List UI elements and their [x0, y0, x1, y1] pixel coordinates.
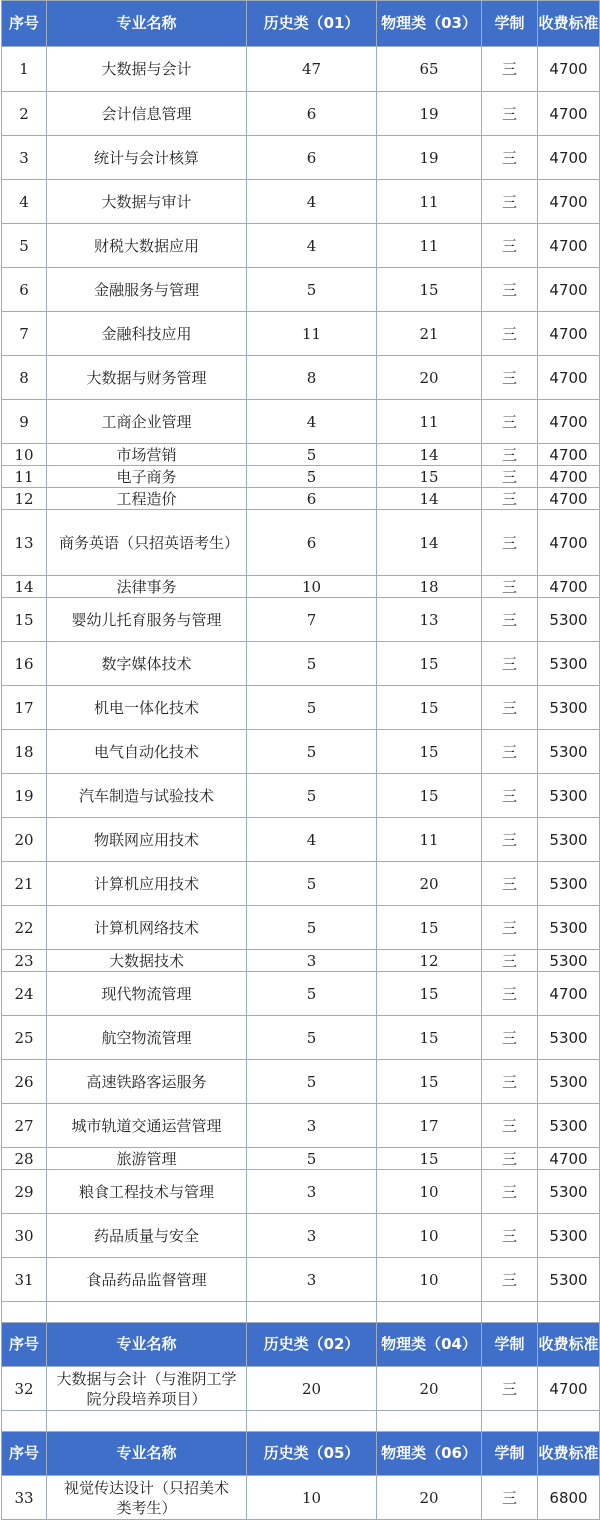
- physics-count: 11: [377, 224, 482, 268]
- duration: 三: [482, 576, 538, 598]
- duration: 三: [482, 972, 538, 1016]
- major-name: 大数据与审计: [47, 180, 247, 224]
- major-name: 统计与会计核算: [47, 136, 247, 180]
- duration: 三: [482, 906, 538, 950]
- table-row: [2, 642, 600, 686]
- history-count: 5: [247, 444, 377, 466]
- physics-count: 15: [377, 1016, 482, 1060]
- table-header: [2, 1323, 600, 1367]
- row-index: 32: [2, 1367, 47, 1411]
- table-row: [2, 1476, 600, 1520]
- major-name: 大数据技术: [47, 950, 247, 972]
- major-name: 机电一体化技术: [47, 686, 247, 730]
- duration: 三: [482, 47, 538, 92]
- history-count: 4: [247, 180, 377, 224]
- major-name: 大数据与财务管理: [47, 356, 247, 400]
- duration: 三: [482, 1258, 538, 1302]
- fee: 4700: [538, 510, 600, 576]
- major-name: 电气自动化技术: [47, 730, 247, 774]
- history-count: 6: [247, 136, 377, 180]
- major-name: 高速铁路客运服务: [47, 1060, 247, 1104]
- history-count: 20: [247, 1367, 377, 1411]
- row-index: 16: [2, 642, 47, 686]
- physics-count: 15: [377, 1148, 482, 1170]
- fee: 5300: [538, 818, 600, 862]
- major-name: 数字媒体技术: [47, 642, 247, 686]
- duration: 三: [482, 642, 538, 686]
- fee: 4700: [538, 224, 600, 268]
- history-count: 5: [247, 972, 377, 1016]
- history-count: 5: [247, 686, 377, 730]
- fee: 5300: [538, 1104, 600, 1148]
- fee: 5300: [538, 686, 600, 730]
- major-name: 金融服务与管理: [47, 268, 247, 312]
- history-count: 3: [247, 950, 377, 972]
- row-index: 15: [2, 598, 47, 642]
- physics-count: 11: [377, 818, 482, 862]
- duration: 三: [482, 488, 538, 510]
- table-row: [2, 1258, 600, 1302]
- row-index: 33: [2, 1476, 47, 1520]
- history-count: 5: [247, 906, 377, 950]
- row-index: 17: [2, 686, 47, 730]
- major-name: 粮食工程技术与管理: [47, 1170, 247, 1214]
- history-count: 5: [247, 1148, 377, 1170]
- duration: 三: [482, 598, 538, 642]
- physics-count: 15: [377, 686, 482, 730]
- history-count: 5: [247, 774, 377, 818]
- duration: 三: [482, 686, 538, 730]
- major-name: 食品药品监督管理: [47, 1258, 247, 1302]
- history-count: 10: [247, 576, 377, 598]
- physics-count: 20: [377, 1367, 482, 1411]
- physics-count: 20: [377, 862, 482, 906]
- table-row: [2, 862, 600, 906]
- header-history: 历史类（02）: [247, 1323, 377, 1367]
- physics-count: 15: [377, 642, 482, 686]
- header-duration: 学制: [482, 1323, 538, 1367]
- header-major-name: 专业名称: [47, 1, 247, 47]
- fee: 4700: [538, 268, 600, 312]
- history-count: 5: [247, 1016, 377, 1060]
- duration: 三: [482, 1170, 538, 1214]
- table-row: [2, 1104, 600, 1148]
- duration: 三: [482, 818, 538, 862]
- physics-count: 20: [377, 1476, 482, 1520]
- physics-count: 65: [377, 47, 482, 92]
- physics-count: 15: [377, 906, 482, 950]
- fee: 5300: [538, 1060, 600, 1104]
- physics-count: 14: [377, 444, 482, 466]
- history-count: 7: [247, 598, 377, 642]
- history-count: 3: [247, 1170, 377, 1214]
- history-count: 5: [247, 1060, 377, 1104]
- table-row: [2, 224, 600, 268]
- row-index: 28: [2, 1148, 47, 1170]
- history-count: 3: [247, 1104, 377, 1148]
- duration: 三: [482, 1476, 538, 1520]
- table-row: [2, 400, 600, 444]
- fee: 5300: [538, 1170, 600, 1214]
- table-row: [2, 774, 600, 818]
- physics-count: 21: [377, 312, 482, 356]
- header-fee: 收费标准: [538, 1323, 600, 1367]
- major-name: 财税大数据应用: [47, 224, 247, 268]
- fee: 5300: [538, 774, 600, 818]
- major-name: 婴幼儿托育服务与管理: [47, 598, 247, 642]
- table-row: [2, 1170, 600, 1214]
- table-row: [2, 730, 600, 774]
- row-index: 18: [2, 730, 47, 774]
- header-index: 序号: [2, 1432, 47, 1476]
- major-name: 市场营销: [47, 444, 247, 466]
- table-row: [2, 136, 600, 180]
- major-name: 物联网应用技术: [47, 818, 247, 862]
- history-count: 3: [247, 1214, 377, 1258]
- history-count: 6: [247, 510, 377, 576]
- row-index: 26: [2, 1060, 47, 1104]
- fee: 4700: [538, 488, 600, 510]
- table-row: [2, 598, 600, 642]
- history-count: 6: [247, 488, 377, 510]
- major-name: 电子商务: [47, 466, 247, 488]
- physics-count: 10: [377, 1258, 482, 1302]
- table-row: [2, 47, 600, 92]
- fee: 5300: [538, 1214, 600, 1258]
- major-name: 大数据与会计: [47, 47, 247, 92]
- major-name: 工程造价: [47, 488, 247, 510]
- physics-count: 10: [377, 1170, 482, 1214]
- duration: 三: [482, 466, 538, 488]
- fee: 4700: [538, 1367, 600, 1411]
- row-index: 25: [2, 1016, 47, 1060]
- header-physics: 物理类（03）: [377, 1, 482, 47]
- header-fee: 收费标准: [538, 1432, 600, 1476]
- major-name: 大数据与会计（与淮阴工学院分段培养项目）: [47, 1367, 247, 1411]
- table-row: [2, 576, 600, 598]
- table-row: [2, 972, 600, 1016]
- major-name: 会计信息管理: [47, 92, 247, 136]
- row-index: 22: [2, 906, 47, 950]
- major-name: 金融科技应用: [47, 312, 247, 356]
- duration: 三: [482, 136, 538, 180]
- fee: 5300: [538, 1258, 600, 1302]
- physics-count: 15: [377, 972, 482, 1016]
- major-name: 汽车制造与试验技术: [47, 774, 247, 818]
- row-index: 1: [2, 47, 47, 92]
- duration: 三: [482, 444, 538, 466]
- table-row: [2, 312, 600, 356]
- duration: 三: [482, 730, 538, 774]
- spacer-row: [2, 1302, 600, 1323]
- duration: 三: [482, 92, 538, 136]
- duration: 三: [482, 1016, 538, 1060]
- header-major-name: 专业名称: [47, 1323, 247, 1367]
- row-index: 27: [2, 1104, 47, 1148]
- row-index: 30: [2, 1214, 47, 1258]
- major-name: 计算机应用技术: [47, 862, 247, 906]
- history-count: 5: [247, 730, 377, 774]
- duration: 三: [482, 268, 538, 312]
- history-count: 3: [247, 1258, 377, 1302]
- row-index: 11: [2, 466, 47, 488]
- fee: 4700: [538, 47, 600, 92]
- table-header: [2, 1432, 600, 1476]
- physics-count: 17: [377, 1104, 482, 1148]
- row-index: 8: [2, 356, 47, 400]
- fee: 5300: [538, 642, 600, 686]
- history-count: 5: [247, 862, 377, 906]
- duration: 三: [482, 1214, 538, 1258]
- row-index: 24: [2, 972, 47, 1016]
- fee: 4700: [538, 400, 600, 444]
- major-name: 旅游管理: [47, 1148, 247, 1170]
- fee: 5300: [538, 730, 600, 774]
- row-index: 13: [2, 510, 47, 576]
- fee: 4700: [538, 466, 600, 488]
- row-index: 9: [2, 400, 47, 444]
- row-index: 29: [2, 1170, 47, 1214]
- duration: 三: [482, 1148, 538, 1170]
- major-name: 航空物流管理: [47, 1016, 247, 1060]
- physics-count: 11: [377, 400, 482, 444]
- row-index: 4: [2, 180, 47, 224]
- row-index: 2: [2, 92, 47, 136]
- fee: 4700: [538, 356, 600, 400]
- table-row: [2, 444, 600, 466]
- fee: 4700: [538, 92, 600, 136]
- fee: 4700: [538, 972, 600, 1016]
- history-count: 47: [247, 47, 377, 92]
- duration: 三: [482, 774, 538, 818]
- physics-count: 20: [377, 356, 482, 400]
- enrollment-plan-table: [1, 0, 600, 1520]
- spacer-row: [2, 1411, 600, 1432]
- history-count: 4: [247, 818, 377, 862]
- fee: 4700: [538, 136, 600, 180]
- physics-count: 15: [377, 466, 482, 488]
- major-name: 现代物流管理: [47, 972, 247, 1016]
- duration: 三: [482, 510, 538, 576]
- table-row: [2, 180, 600, 224]
- duration: 三: [482, 356, 538, 400]
- physics-count: 12: [377, 950, 482, 972]
- table-row: [2, 510, 600, 576]
- duration: 三: [482, 224, 538, 268]
- major-name: 法律事务: [47, 576, 247, 598]
- table-row: [2, 466, 600, 488]
- physics-count: 11: [377, 180, 482, 224]
- header-index: 序号: [2, 1323, 47, 1367]
- duration: 三: [482, 312, 538, 356]
- table-header: [2, 1, 600, 47]
- duration: 三: [482, 1104, 538, 1148]
- history-count: 10: [247, 1476, 377, 1520]
- history-count: 5: [247, 642, 377, 686]
- physics-count: 14: [377, 510, 482, 576]
- table-row: [2, 1148, 600, 1170]
- row-index: 10: [2, 444, 47, 466]
- major-name: 工商企业管理: [47, 400, 247, 444]
- fee: 5300: [538, 598, 600, 642]
- table-row: [2, 950, 600, 972]
- major-name: 计算机网络技术: [47, 906, 247, 950]
- physics-count: 14: [377, 488, 482, 510]
- table-row: [2, 92, 600, 136]
- fee: 5300: [538, 862, 600, 906]
- fee: 4700: [538, 1148, 600, 1170]
- history-count: 5: [247, 466, 377, 488]
- history-count: 5: [247, 268, 377, 312]
- history-count: 4: [247, 224, 377, 268]
- physics-count: 15: [377, 730, 482, 774]
- duration: 三: [482, 950, 538, 972]
- row-index: 6: [2, 268, 47, 312]
- row-index: 21: [2, 862, 47, 906]
- header-physics: 物理类（04）: [377, 1323, 482, 1367]
- fee: 4700: [538, 576, 600, 598]
- physics-count: 13: [377, 598, 482, 642]
- header-duration: 学制: [482, 1, 538, 47]
- row-index: 23: [2, 950, 47, 972]
- table-row: [2, 818, 600, 862]
- table-row: [2, 356, 600, 400]
- duration: 三: [482, 1060, 538, 1104]
- duration: 三: [482, 1367, 538, 1411]
- table-row: [2, 488, 600, 510]
- fee: 5300: [538, 950, 600, 972]
- fee: 5300: [538, 906, 600, 950]
- duration: 三: [482, 862, 538, 906]
- major-name: 视觉传达设计（只招美术类考生）: [47, 1476, 247, 1520]
- table-row: [2, 686, 600, 730]
- physics-count: 10: [377, 1214, 482, 1258]
- row-index: 12: [2, 488, 47, 510]
- major-name: 药品质量与安全: [47, 1214, 247, 1258]
- row-index: 14: [2, 576, 47, 598]
- table-row: [2, 268, 600, 312]
- major-name: 城市轨道交通运营管理: [47, 1104, 247, 1148]
- history-count: 4: [247, 400, 377, 444]
- header-major-name: 专业名称: [47, 1432, 247, 1476]
- fee: 4700: [538, 312, 600, 356]
- row-index: 3: [2, 136, 47, 180]
- duration: 三: [482, 180, 538, 224]
- table-row: [2, 906, 600, 950]
- fee: 6800: [538, 1476, 600, 1520]
- table-row: [2, 1214, 600, 1258]
- row-index: 7: [2, 312, 47, 356]
- physics-count: 19: [377, 92, 482, 136]
- fee: 4700: [538, 180, 600, 224]
- history-count: 8: [247, 356, 377, 400]
- row-index: 31: [2, 1258, 47, 1302]
- header-physics: 物理类（06）: [377, 1432, 482, 1476]
- header-duration: 学制: [482, 1432, 538, 1476]
- header-history: 历史类（01）: [247, 1, 377, 47]
- major-name: 商务英语（只招英语考生）: [47, 510, 247, 576]
- table-row: [2, 1367, 600, 1411]
- header-fee: 收费标准: [538, 1, 600, 47]
- fee: 4700: [538, 444, 600, 466]
- table-row: [2, 1060, 600, 1104]
- row-index: 20: [2, 818, 47, 862]
- physics-count: 15: [377, 1060, 482, 1104]
- fee: 5300: [538, 1016, 600, 1060]
- history-count: 11: [247, 312, 377, 356]
- duration: 三: [482, 400, 538, 444]
- table-row: [2, 1016, 600, 1060]
- physics-count: 15: [377, 268, 482, 312]
- physics-count: 19: [377, 136, 482, 180]
- row-index: 5: [2, 224, 47, 268]
- history-count: 6: [247, 92, 377, 136]
- header-index: 序号: [2, 1, 47, 47]
- physics-count: 18: [377, 576, 482, 598]
- physics-count: 15: [377, 774, 482, 818]
- header-history: 历史类（05）: [247, 1432, 377, 1476]
- row-index: 19: [2, 774, 47, 818]
